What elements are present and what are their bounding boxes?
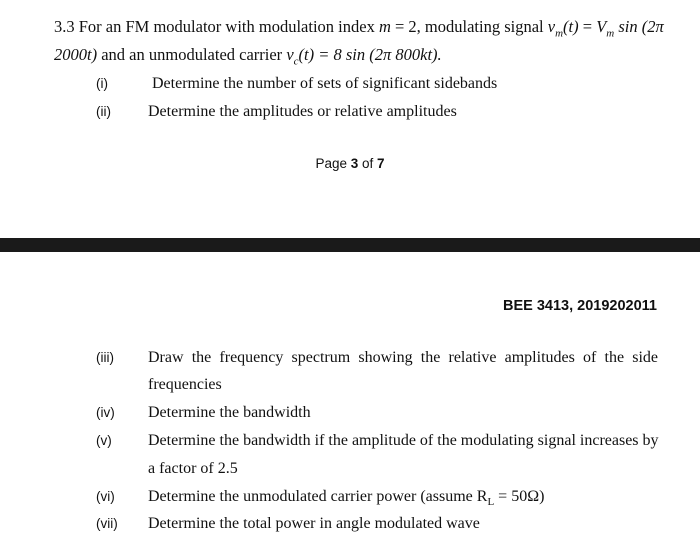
item-text: Determine the number of sets of significant sidebands	[152, 75, 498, 92]
list-item	[0, 346, 700, 370]
item-text: Determine the unmodulated carrier power (assume $R_L = 50\Omega$)	[148, 488, 545, 509]
item-number: (i)	[96, 76, 108, 91]
item-text-continuation: frequencies	[148, 376, 222, 393]
list-item	[0, 100, 700, 124]
item-text: Determine the bandwidth if the amplitude of the modulating signal increases by	[148, 432, 659, 449]
course-code: BEE 3413, 2019202011	[503, 298, 657, 314]
list-item-continuation	[0, 373, 700, 397]
item-text-continuation: a factor of 2.5	[148, 460, 238, 477]
list-item	[0, 72, 700, 96]
list-item	[0, 512, 700, 536]
item-number: (v)	[96, 433, 112, 448]
item-number: (iv)	[96, 405, 115, 420]
item-number: (vii)	[96, 516, 118, 531]
page-break-divider	[0, 238, 700, 252]
item-number: (ii)	[96, 104, 111, 119]
item-number: (iii)	[96, 350, 114, 365]
list-item	[0, 485, 700, 509]
item-text: Draw the frequency spectrum showing the relative amplitudes of the side	[148, 349, 658, 366]
page-number: Page 3 of 7	[315, 156, 385, 171]
item-text: Determine the total power in angle modulated wave	[148, 515, 480, 532]
item-text: Determine the amplitudes or relative amplitudes	[148, 103, 457, 120]
question-line-1: 3.3 For an FM modulator with modulation index m = 2, modulating signal $v_m(t) = V_m$ sin (2π	[54, 17, 664, 40]
list-item	[0, 401, 700, 425]
list-item	[0, 429, 700, 453]
item-number: (vi)	[96, 489, 115, 504]
item-text: Determine the bandwidth	[148, 404, 311, 421]
list-item-continuation	[0, 457, 700, 481]
question-line-2: 2000t) and an unmodulated carrier $v_c(t) = 8$ sin (2π 800kt).	[54, 45, 442, 68]
